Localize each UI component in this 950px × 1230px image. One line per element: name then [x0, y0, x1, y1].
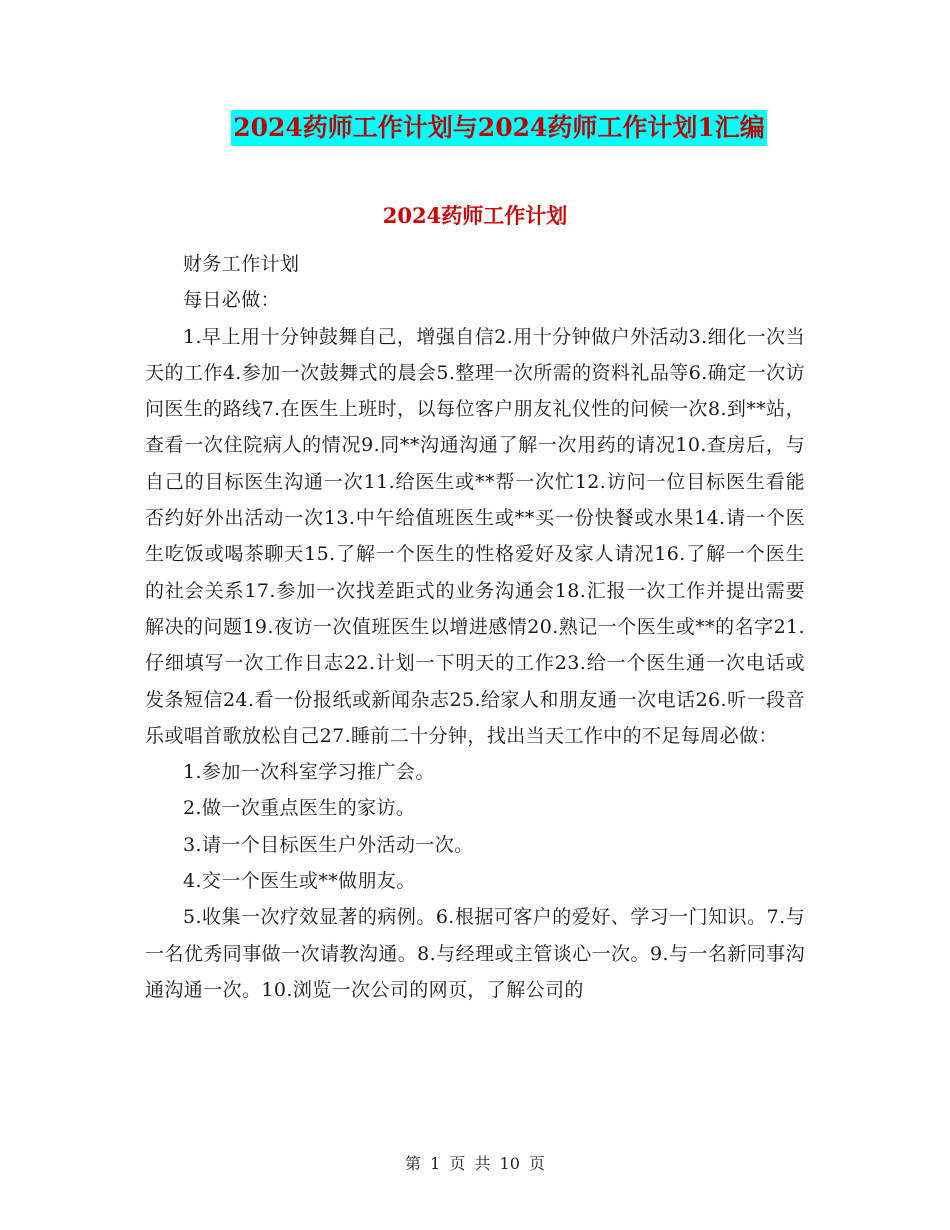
paragraph: 3.请一个目标医生户外活动一次。	[183, 833, 474, 856]
paragraph: 4.交一个医生或**做朋友。	[183, 870, 416, 893]
paragraph: 1.早上用十分钟鼓舞自己，增强自信2.用十分钟做户外活动3.细化一次当天的工作4.参加一次鼓舞式的晨会5.整理一次所需的资料礼品等6.确定一次访问医生的路线7.在医生上班时，以每位客户朋友礼仪性的问候一次8.到**站，查看一次住院病人的情况9.同**沟通沟通了解一次用药的请况10.查房后，与自己的目标医生沟通一次11.给医生或**帮一次忙12.访问一位目标医生看能否约好外出活动一次13.中午给值班医生或**买一份快餐或水果14.请一个医生吃饭或喝茶聊天15.了解一个医生的性格爱好及家人请况16.了解一个医生的社会关系17.参加一次找差距式的业务沟通会18.汇报一次工作并提出需要解决的问题19.夜访一次值班医生以增进感情20.熟记一个医生或**的名字21.仔细填写一次工作日志22.计划一下明天的工作23.给一个医生通一次电话或发条短信24.看一份报纸或新闻杂志25.给家人和朋友通一次电话26.听一段音乐或唱首歌放松自己27.睡前二十分钟，找出当天工作中的不足每周必做：	[145, 325, 805, 747]
document-title-container	[0, 110, 950, 146]
paragraph: 1.参加一次科室学习推广会。	[183, 761, 435, 784]
document-body	[145, 246, 805, 1008]
paragraph: 每日必做：	[183, 289, 281, 312]
section-title: 2024药师工作计划	[382, 203, 568, 228]
paragraph: 财务工作计划	[183, 253, 300, 275]
paragraph: 2.做一次重点医生的家访。	[183, 797, 416, 820]
page-footer: 第 1 页 共 10 页	[405, 1154, 545, 1173]
document-title: 2024药师工作计划与2024药师工作计划1汇编	[231, 110, 767, 146]
paragraph: 5.收集一次疗效显著的病例。6.根据可客户的爱好、学习一门知识。7.与一名优秀同事做一次请教沟通。8.与经理或主管谈心一次。9.与一名新同事沟通沟通一次。10.浏览一次公司的网页，了解公司的	[145, 906, 805, 1001]
